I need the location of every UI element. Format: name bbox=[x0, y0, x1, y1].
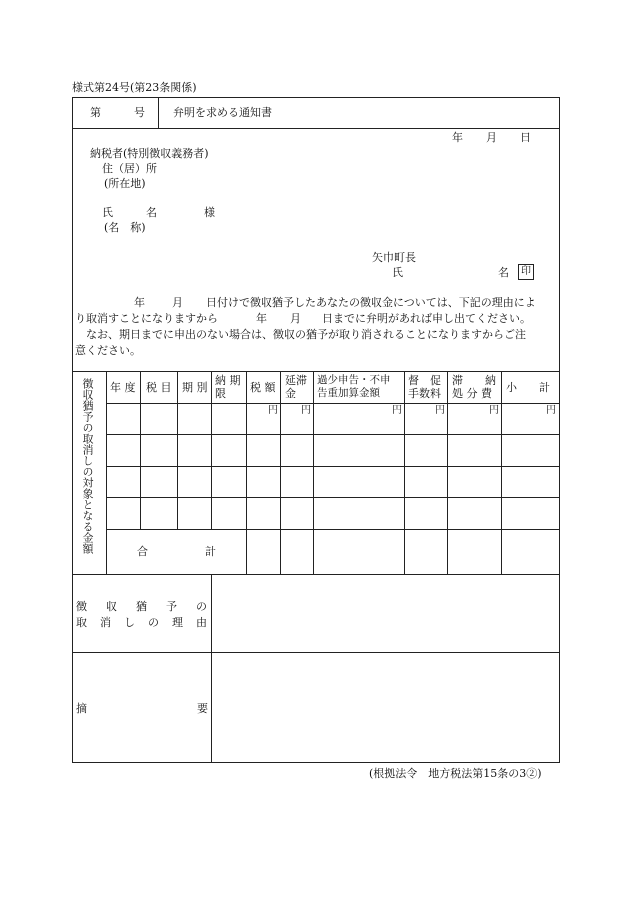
col-header-period: 期 別 bbox=[182, 381, 208, 394]
name-label-shi: 氏 bbox=[102, 206, 113, 219]
col-header-disposition: 滞 納 処 分 費 bbox=[452, 374, 496, 400]
mayor-title: 矢巾町長 bbox=[372, 251, 416, 264]
body-line-4-text: 意ください。 bbox=[75, 344, 141, 357]
remarks-label-teki: 摘 bbox=[76, 702, 87, 715]
form-number: 様式第24号(第23条関係) bbox=[72, 81, 197, 94]
col-divider-6 bbox=[313, 371, 314, 574]
col-header-tax-amount: 税 額 bbox=[250, 381, 276, 394]
col-divider-9 bbox=[501, 371, 502, 574]
body-line-2-month: 月 bbox=[290, 312, 301, 325]
yen-unit-late-fee: 円 bbox=[301, 405, 311, 416]
seal-mark: 印 bbox=[518, 264, 534, 280]
reason-char: し bbox=[124, 616, 135, 629]
yen-unit-dunning-fee: 円 bbox=[435, 405, 445, 416]
body-line-2-deadline: 日までに弁明があれば申し出てください。 bbox=[322, 312, 531, 325]
total-label-kei: 計 bbox=[205, 545, 216, 558]
taxpayer-label: 納税者(特別徴収義務者) bbox=[90, 147, 209, 160]
address-label: 住（居）所 bbox=[102, 162, 157, 175]
col-divider-1 bbox=[140, 371, 141, 529]
yen-unit-disposition: 円 bbox=[489, 405, 499, 416]
col-divider-7 bbox=[404, 371, 405, 574]
table-side-divider bbox=[106, 371, 107, 574]
reason-char: 予 bbox=[166, 600, 177, 613]
table-bottom-border bbox=[72, 574, 560, 575]
reason-char: 取 bbox=[76, 616, 87, 629]
date-day: 日 bbox=[520, 131, 531, 144]
date-year: 年 bbox=[452, 131, 463, 144]
reason-bottom-border bbox=[72, 652, 560, 653]
header-col-divider bbox=[158, 97, 159, 128]
col-header-penalty: 過少申告・不申 告重加算金額 bbox=[317, 374, 391, 399]
reason-char: の bbox=[196, 600, 207, 613]
body-line-1-text: 日付けで徴収猶予したあなたの徴収金については、下記の理由によ bbox=[206, 296, 536, 309]
legal-basis-footer: (根拠法令 地方税法第15条の3②) bbox=[369, 767, 542, 780]
col-divider-8 bbox=[447, 371, 448, 574]
reason-label-line-1 bbox=[76, 601, 207, 612]
header-row-divider bbox=[72, 128, 560, 129]
reason-label-line-2 bbox=[76, 617, 207, 628]
body-line-2-text: り取消すことになりますから bbox=[75, 312, 218, 325]
col-divider-2 bbox=[177, 371, 178, 529]
reason-char: 猶 bbox=[136, 600, 147, 613]
address-sub-label: (所在地) bbox=[104, 177, 146, 190]
yen-unit-subtotal: 円 bbox=[546, 405, 556, 416]
body-line-1-month: 月 bbox=[172, 296, 183, 309]
col-divider-3 bbox=[211, 371, 212, 529]
col-header-tax-item: 税 目 bbox=[146, 381, 172, 394]
body-line-1-year: 年 bbox=[134, 296, 145, 309]
reason-char: 徴 bbox=[76, 600, 87, 613]
yen-unit-tax-amount: 円 bbox=[268, 405, 278, 416]
row-divider-1 bbox=[106, 434, 560, 435]
row-divider-2 bbox=[106, 466, 560, 467]
yen-unit-penalty: 円 bbox=[392, 405, 402, 416]
col-header-subtotal: 小 計 bbox=[506, 381, 550, 394]
reason-char: 理 bbox=[172, 616, 183, 629]
mayor-name-shi: 氏 bbox=[392, 266, 403, 279]
col-header-late-fee: 延滞 金 bbox=[285, 374, 307, 400]
total-label-go: 合 bbox=[137, 545, 148, 558]
reason-char: 由 bbox=[196, 616, 207, 629]
form-frame bbox=[72, 97, 560, 763]
reason-char: 消 bbox=[100, 616, 111, 629]
reason-char: 収 bbox=[106, 600, 117, 613]
document-title: 弁明を求める通知書 bbox=[173, 106, 272, 119]
col-divider-4 bbox=[246, 371, 247, 574]
col-header-due-date: 納 期 限 bbox=[215, 374, 241, 400]
name-label-mei: 名 bbox=[146, 206, 157, 219]
number-label-dai: 第 bbox=[90, 106, 101, 119]
reason-char: の bbox=[148, 616, 159, 629]
number-label-go: 号 bbox=[134, 106, 145, 119]
date-month: 月 bbox=[486, 131, 497, 144]
header-bottom-border bbox=[106, 403, 560, 404]
table-top-border bbox=[72, 371, 560, 372]
row-divider-3 bbox=[106, 497, 560, 498]
mayor-name-mei: 名 bbox=[498, 266, 509, 279]
row-divider-4 bbox=[106, 529, 560, 530]
table-side-label: 徴収猶予の取消しの対象となる金額 bbox=[81, 378, 94, 554]
remarks-label-you: 要 bbox=[197, 702, 208, 715]
col-header-dunning-fee: 督 促 手数料 bbox=[408, 374, 441, 400]
name-honorific: 様 bbox=[204, 206, 215, 219]
col-header-fiscal-year: 年 度 bbox=[110, 381, 136, 394]
col-divider-5 bbox=[280, 371, 281, 574]
reason-divider bbox=[211, 574, 212, 763]
body-line-3-text: なお、期日までに申出のない場合は、徴収の猶予が取り消されることになりますからご注 bbox=[86, 328, 526, 341]
name-sub-label: (名 称) bbox=[104, 221, 146, 234]
body-line-2-year: 年 bbox=[256, 312, 267, 325]
